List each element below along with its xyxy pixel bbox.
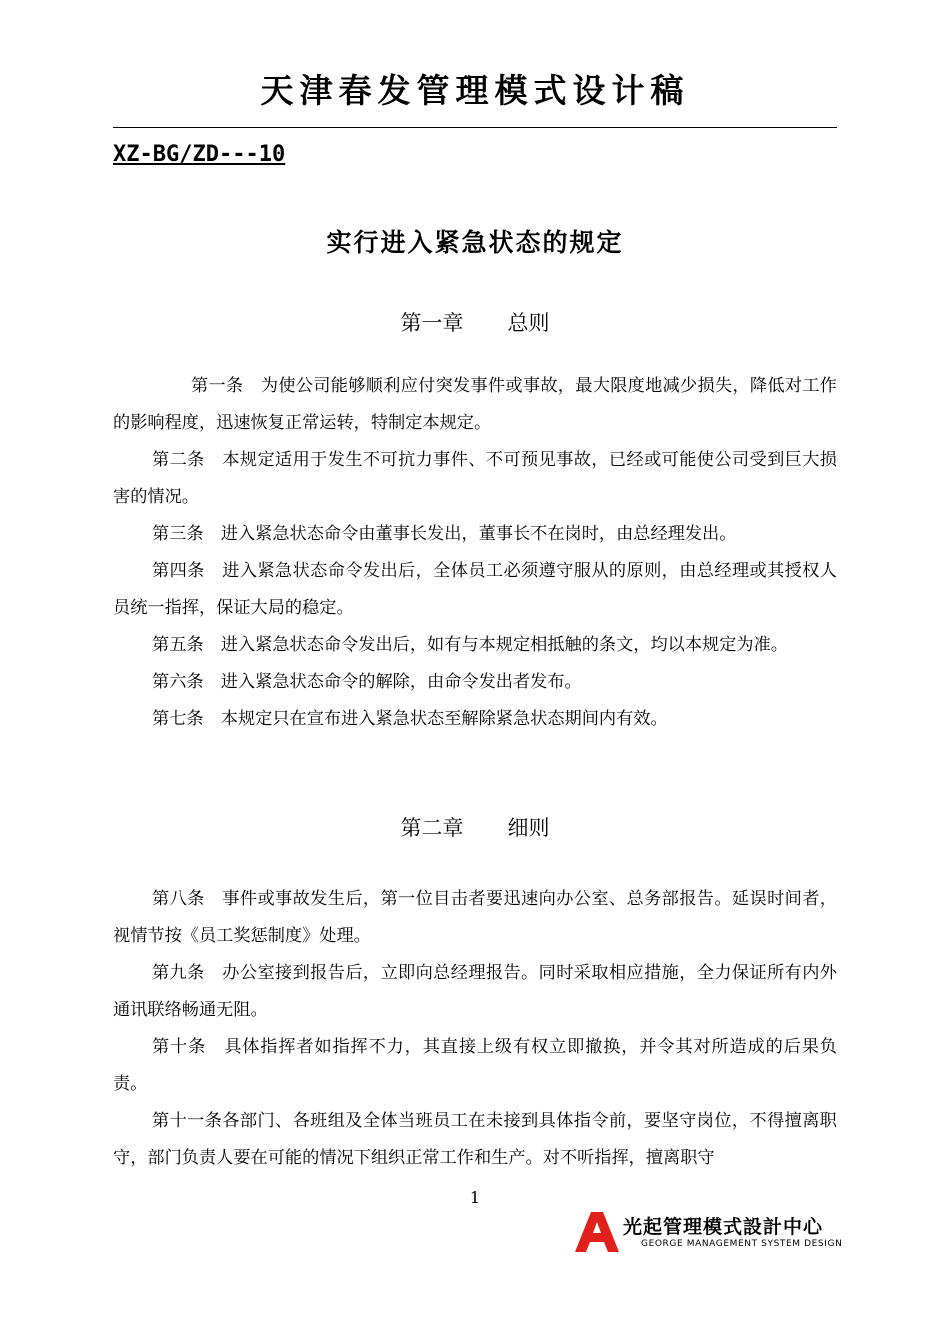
- page-number: 1: [469, 1188, 481, 1207]
- article: [113, 368, 837, 442]
- article-number: 第一条: [191, 376, 244, 396]
- article-text: 进入紧急状态命令由董事长发出，董事长不在岗时，由总经理发出。: [220, 524, 737, 544]
- document-code: XZ-BG/ZD---10: [113, 142, 286, 167]
- article-number: 第十条: [152, 1037, 207, 1057]
- article: [113, 553, 837, 627]
- article: [113, 701, 837, 738]
- article: [113, 1103, 837, 1177]
- article-number: 第五条: [152, 635, 204, 655]
- logo-a-icon: [575, 1212, 619, 1252]
- logo-english-name: GEORGE MANAGEMENT SYSTEM DESIGN: [641, 1239, 843, 1249]
- logo-chinese-name: 光起管理模式設計中心: [623, 1216, 824, 1238]
- chapter-heading-2: [0, 813, 950, 843]
- article: [113, 627, 837, 664]
- article-text: 为使公司能够顺利应付突发事件或事故，最大限度地减少损失，降低对工作的影响程度，迅速恢复正常运转，特制定本规定。: [113, 376, 837, 433]
- chapter-name: 细则: [507, 816, 550, 840]
- article-number: 第四条: [152, 561, 205, 581]
- chapter-number: 第二章: [400, 816, 464, 840]
- document-title: 实行进入紧急状态的规定: [326, 228, 624, 257]
- article: [113, 881, 837, 955]
- article: [113, 1029, 837, 1103]
- article: [113, 955, 837, 1029]
- article-number: 第十一条: [152, 1111, 223, 1131]
- article: [113, 516, 837, 553]
- company-logo: [575, 1210, 843, 1254]
- article-text: 办公室接到报告后，立即向总经理报告。同时采取相应措施，全力保证所有内外通讯联络畅通无阻。: [113, 963, 837, 1020]
- article-text: 进入紧急状态命令的解除，由命令发出者发布。: [220, 672, 582, 692]
- article-number: 第三条: [152, 524, 204, 544]
- article-text: 事件或事故发生后，第一位目击者要迅速向办公室、总务部报告。延误时间者，视情节按《员工奖惩制度》处理。: [113, 889, 837, 946]
- header-title: 天津春发管理模式设计稿: [260, 71, 690, 110]
- chapter-heading-1: [0, 308, 950, 338]
- article-text: 本规定只在宣布进入紧急状态至解除紧急状态期间内有效。: [220, 709, 668, 729]
- article-text: 进入紧急状态命令发出后，如有与本规定相抵触的条文，均以本规定为准。: [220, 635, 788, 655]
- chapter-name: 总则: [507, 311, 550, 335]
- article: [113, 442, 837, 516]
- chapter-2-articles: [113, 881, 837, 1177]
- chapter-1-articles: [113, 368, 837, 738]
- article-number: 第六条: [152, 672, 204, 692]
- article-text: 各部门、各班组及全体当班员工在未接到具体指令前，要坚守岗位，不得擅离职守，部门负责人要在可能的情况下组织正常工作和生产。对不听指挥，擅离职守: [113, 1111, 837, 1168]
- chapter-number: 第一章: [400, 311, 464, 335]
- article-number: 第八条: [152, 889, 205, 909]
- article-number: 第九条: [152, 963, 205, 983]
- article-text: 具体指挥者如指挥不力，其直接上级有权立即撤换，并令其对所造成的后果负责。: [113, 1037, 837, 1094]
- article-text: 进入紧急状态命令发出后，全体员工必须遵守服从的原则，由总经理或其授权人员统一指挥，保证大局的稳定。: [113, 561, 837, 618]
- article: [113, 664, 837, 701]
- article-number: 第二条: [152, 450, 205, 470]
- header-divider: [113, 127, 837, 128]
- article-text: 本规定适用于发生不可抗力事件、不可预见事故，已经或可能使公司受到巨大损害的情况。: [113, 450, 837, 507]
- article-number: 第七条: [152, 709, 204, 729]
